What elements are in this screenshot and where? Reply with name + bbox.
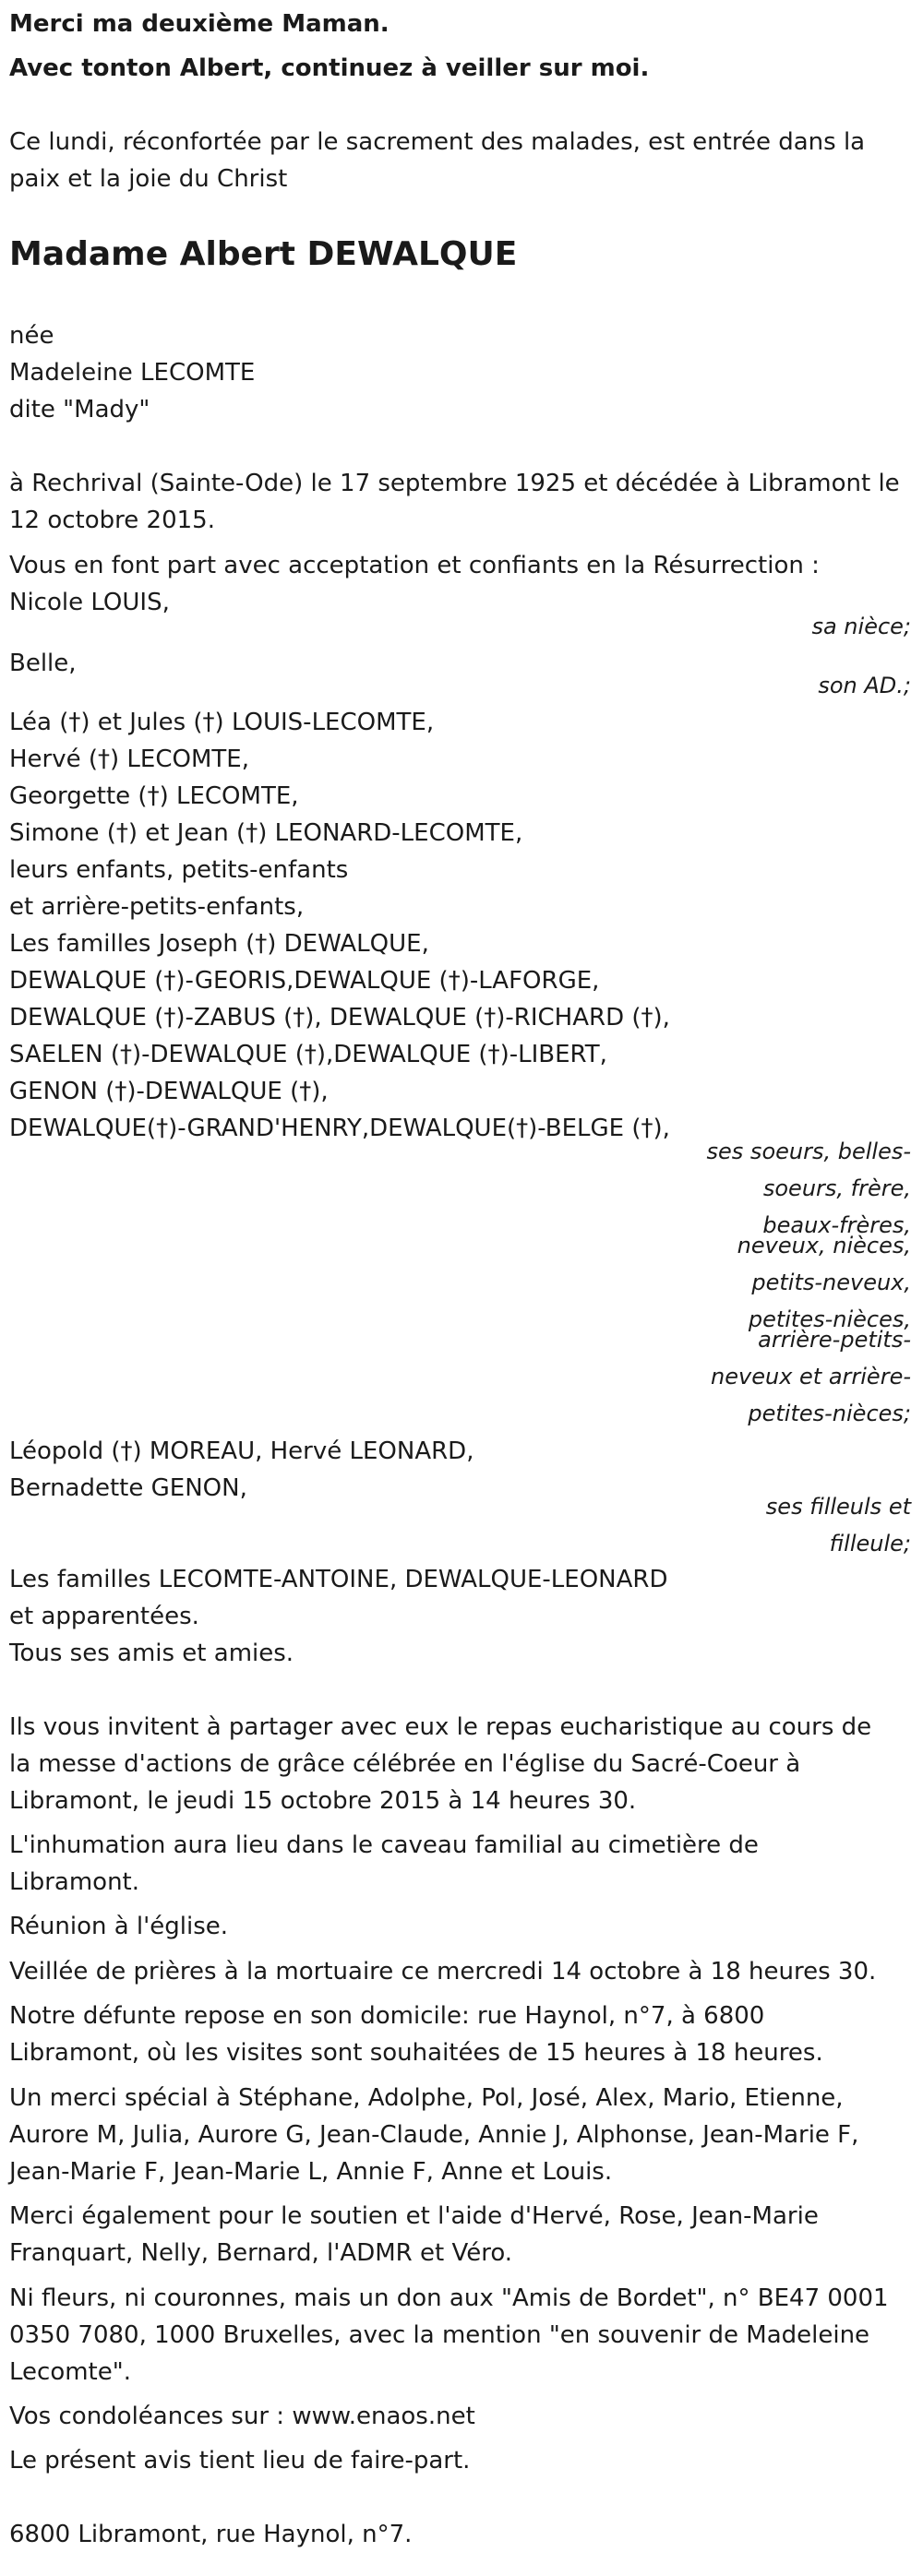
godchildren-role-line: ses filleuls et	[765, 1494, 911, 1520]
condolences-line: Vos condoléances sur : www.enaos.net	[9, 2403, 475, 2430]
sibling-line: et arrière-petits-enfants,	[9, 893, 305, 921]
rest-line: Libramont, où les visites sont souhaitées de 15 heures à 18 heures.	[9, 2039, 823, 2067]
sibling-line: Léa (†) et Jules (†) LOUIS-LECOMTE,	[9, 709, 435, 736]
sibling-line: SAELEN (†)-DEWALQUE (†),DEWALQUE (†)-LIBERT,	[9, 1041, 607, 1068]
support-line: Franquart, Nelly, Bernard, l'ADMR et Véro.	[9, 2239, 513, 2267]
nee-label: née	[9, 322, 54, 350]
header-line-1: Merci ma deuxième Maman.	[9, 10, 390, 38]
sibling-line: leurs enfants, petits-enfants	[9, 856, 349, 884]
siblings-role-line: petites-nièces,	[748, 1306, 911, 1332]
maiden-name: Madeleine LECOMTE	[9, 359, 256, 387]
birth-death-line: à Rechrival (Sainte-Ode) le 17 septembre 1925 et décédée à Libramont le	[9, 470, 900, 497]
announcement: Vous en font part avec acceptation et confiants en la Résurrection :	[9, 552, 820, 579]
birth-death-line: 12 octobre 2015.	[9, 507, 215, 534]
intro-line: paix et la joie du Christ	[9, 165, 288, 193]
belle-role: son AD.;	[818, 673, 911, 698]
burial-line: Libramont.	[9, 1868, 140, 1896]
sibling-line: Hervé (†) LECOMTE,	[9, 745, 249, 773]
sibling-line: Georgette (†) LECOMTE,	[9, 782, 299, 810]
sibling-line: DEWALQUE(†)-GRAND'HENRY,DEWALQUE(†)-BELGE (†),	[9, 1115, 670, 1142]
sibling-line: DEWALQUE (†)-ZABUS (†), DEWALQUE (†)-RICHARD (†),	[9, 1004, 670, 1032]
sibling-line: GENON (†)-DEWALQUE (†),	[9, 1078, 329, 1105]
sibling-line: Simone (†) et Jean (†) LEONARD-LECOMTE,	[9, 819, 523, 847]
siblings-role-line: ses soeurs, belles-	[706, 1139, 911, 1164]
siblings-role-line: neveux et arrière-	[711, 1364, 911, 1389]
niece-name: Nicole LOUIS,	[9, 589, 170, 616]
address-line: 6800 Libramont, rue Haynol, n°7.	[9, 2521, 413, 2548]
others-line: et apparentées.	[9, 1603, 199, 1630]
rest-line: Notre défunte repose en son domicile: rue Haynol, n°7, à 6800	[9, 2002, 765, 2030]
niece-role: sa nièce;	[811, 614, 911, 639]
sibling-line: DEWALQUE (†)-GEORIS,DEWALQUE (†)-LAFORGE,	[9, 967, 600, 995]
sibling-line: Les familles Joseph (†) DEWALQUE,	[9, 930, 429, 958]
godchildren-line: Léopold (†) MOREAU, Hervé LEONARD,	[9, 1437, 474, 1465]
intro-line: Ce lundi, réconfortée par le sacrement des malades, est entrée dans la	[9, 128, 866, 156]
flowers-line: Ni fleurs, ni couronnes, mais un don aux "Amis de Bordet", n° BE47 0001	[9, 2284, 889, 2312]
flowers-line: Lecomte".	[9, 2358, 131, 2386]
thanks-line: Un merci spécial à Stéphane, Adolphe, Pol, José, Alex, Mario, Etienne,	[9, 2084, 844, 2112]
others-line: Les familles LECOMTE-ANTOINE, DEWALQUE-LEONARD	[9, 1566, 668, 1593]
notice-line: Le présent avis tient lieu de faire-part.	[9, 2447, 471, 2475]
godchildren-role-line: filleule;	[829, 1531, 911, 1556]
siblings-role-line: soeurs, frère,	[762, 1175, 911, 1201]
godchildren-line: Bernadette GENON,	[9, 1474, 247, 1502]
nickname: dite "Mady"	[9, 396, 150, 423]
vigil-line: Veillée de prières à la mortuaire ce mercredi 14 octobre à 18 heures 30.	[9, 1958, 877, 1986]
thanks-line: Aurore M, Julia, Aurore G, Jean-Claude, Annie J, Alphonse, Jean-Marie F,	[9, 2121, 859, 2149]
thanks-line: Jean-Marie F, Jean-Marie L, Annie F, Anne et Louis.	[9, 2158, 613, 2186]
support-line: Merci également pour le soutien et l'aide d'Hervé, Rose, Jean-Marie	[9, 2202, 819, 2230]
mass-line: Libramont, le jeudi 15 octobre 2015 à 14 heures 30.	[9, 1787, 637, 1815]
siblings-role-line: petites-nièces;	[748, 1401, 911, 1426]
siblings-role-line: neveux, nièces,	[737, 1233, 911, 1258]
others-line: Tous ses amis et amies.	[9, 1640, 294, 1667]
header-line-2: Avec tonton Albert, continuez à veiller sur moi.	[9, 54, 650, 82]
deceased-name: Madame Albert DEWALQUE	[9, 235, 518, 273]
mass-line: la messe d'actions de grâce célébrée en l'église du Sacré-Coeur à	[9, 1750, 801, 1778]
flowers-line: 0350 7080, 1000 Bruxelles, avec la mention "en souvenir de Madeleine	[9, 2321, 870, 2349]
siblings-role-line: petits-neveux,	[751, 1270, 911, 1295]
mass-line: Ils vous invitent à partager avec eux le repas eucharistique au cours de	[9, 1713, 872, 1741]
belle-name: Belle,	[9, 650, 77, 677]
reunion-line: Réunion à l'église.	[9, 1913, 229, 1940]
burial-line: L'inhumation aura lieu dans le caveau familial au cimetière de	[9, 1831, 759, 1859]
siblings-role-line: beaux-frères,	[762, 1212, 911, 1238]
siblings-role-line: arrière-petits-	[758, 1327, 911, 1353]
